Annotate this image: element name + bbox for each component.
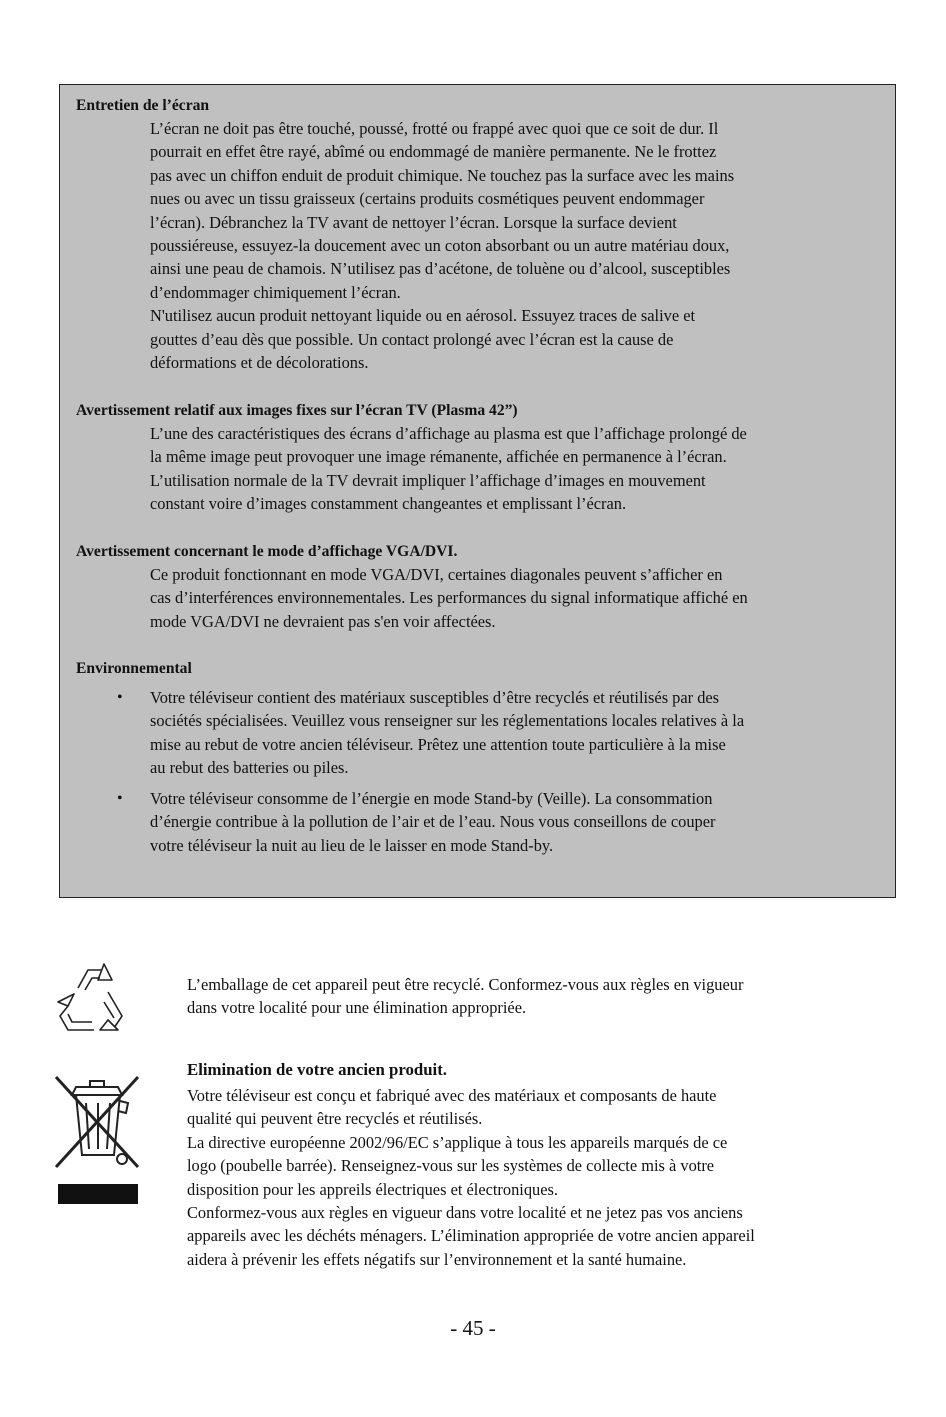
text-line: L’emballage de cet appareil peut être recyclé. Conformez-vous aux règles en vigueur <box>187 975 744 994</box>
text-line: au rebut des batteries ou piles. <box>150 758 349 778</box>
text-line: Votre téléviseur est conçu et fabriqué avec des matériaux et composants de haute <box>187 1086 717 1105</box>
screen-care-text <box>150 117 890 374</box>
screen-care-heading: Entretien de l’écran <box>76 97 210 114</box>
text-line: d’énergie contribue à la pollution de l’air et de l’eau. Nous vous conseillons de couper <box>150 812 716 832</box>
notice-box <box>59 84 896 898</box>
disposal-text <box>187 1084 887 1271</box>
environment-heading: Environnemental <box>76 660 192 677</box>
packaging-text <box>187 973 887 1020</box>
recycle-icon <box>52 958 132 1038</box>
text-line: Votre téléviseur consomme de l’énergie en mode Stand-by (Veille). La consommation <box>150 789 713 808</box>
page-number: - 45 - <box>450 1316 496 1340</box>
text-line: Votre téléviseur contient des matériaux susceptibles d’être recyclés et réutilisés par des <box>150 688 720 707</box>
text-line: L’utilisation normale de la TV devrait impliquer l’affichage d’images en mouvement <box>150 470 706 490</box>
text-line: appareils avec les déchéts ménagers. L’élimination appropriée de votre ancien appareil <box>187 1226 755 1246</box>
text-line: logo (poubelle barrée). Renseignez-vous sur les systèmes de collecte mis à votre <box>187 1156 715 1176</box>
text-line: La directive européenne 2002/96/EC s’applique à tous les appareils marqués de ce <box>187 1132 728 1152</box>
still-images-text <box>150 422 890 516</box>
text-line: pas avec un chiffon enduit de produit chimique. Ne touchez pas la surface avec les mains <box>150 165 735 185</box>
bullet-dot: • <box>117 689 123 706</box>
text-line: l’écran). Débranchez la TV avant de nettoyer l’écran. Lorsque la surface devient <box>150 212 677 232</box>
text-line: déformations et de décolorations. <box>150 353 369 373</box>
text-line: cas d’interférences environnementales. Les performances du signal informatique affiché en <box>150 588 748 608</box>
crossed-out-wheelie-bin-icon <box>52 1073 142 1205</box>
text-line: Conformez-vous aux règles en vigueur dans votre localité et ne jetez pas vos anciens <box>187 1203 743 1223</box>
text-line: constant voire d’images constamment changeantes et emplissant l’écran. <box>150 494 627 514</box>
text-line: mise au rebut de votre ancien téléviseur. Prêtez une attention toute particulière à la mise <box>150 734 726 754</box>
text-line: L’une des caractéristiques des écrans d’affichage au plasma est que l’affichage prolongé de <box>150 424 747 443</box>
text-line: nues ou avec un tissu graisseux (certains produits cosmétiques peuvent endommager <box>150 189 705 209</box>
text-line: pourrait en effet être rayé, abîmé ou endommagé de manière permanente. Ne le frottez <box>150 142 717 162</box>
text-line: sociétés spécialisées. Veuillez vous renseigner sur les réglementations locales relatives à la <box>150 711 745 731</box>
text-line: gouttes d’eau dès que possible. Un contact prolongé avec l’écran est la cause de <box>150 329 674 349</box>
still-images-heading: Avertissement relatif aux images fixes sur l’écran TV (Plasma 42”) <box>76 402 518 419</box>
text-line: ainsi une peau de chamois. N’utilisez pas d’acétone, de toluène ou d’alcool, susceptibles <box>150 259 731 279</box>
text-line: N'utilisez aucun produit nettoyant liquide ou en aérosol. Essuyez traces de salive et <box>150 306 696 326</box>
text-line: L’écran ne doit pas être touché, poussé, frotté ou frappé avec quoi que ce soit de dur. Il <box>150 119 719 138</box>
bullet-dot: • <box>117 790 123 807</box>
vga-dvi-text <box>150 563 890 633</box>
vga-dvi-heading: Avertissement concernant le mode d’affichage VGA/DVI. <box>76 543 458 560</box>
text-line: aidera à prévenir les effets négatifs sur l’environnement et la santé humaine. <box>187 1249 687 1269</box>
text-line: la même image peut provoquer une image rémanente, affichée en permanence à l’écran. <box>150 447 727 467</box>
environment-bullet-2 <box>150 787 885 857</box>
text-line: votre téléviseur la nuit au lieu de le laisser en mode Stand-by. <box>150 835 554 855</box>
text-line: d’endommager chimiquement l’écran. <box>150 282 401 302</box>
text-line: poussiéreuse, essuyez-la doucement avec un coton absorbant ou un autre matériau doux, <box>150 236 730 256</box>
text-line: Ce produit fonctionnant en mode VGA/DVI, certaines diagonales peuvent s’afficher en <box>150 565 723 584</box>
text-line: disposition pour les appreils électriques et électroniques. <box>187 1179 558 1199</box>
text-line: mode VGA/DVI ne devraient pas s'en voir affectées. <box>150 611 496 631</box>
disposal-title: Elimination de votre ancien produit. <box>187 1060 447 1079</box>
text-line: dans votre localité pour une élimination appropriée. <box>187 998 527 1018</box>
text-line: qualité qui peuvent être recyclés et réutilisés. <box>187 1109 483 1129</box>
environment-bullet-1 <box>150 686 885 780</box>
